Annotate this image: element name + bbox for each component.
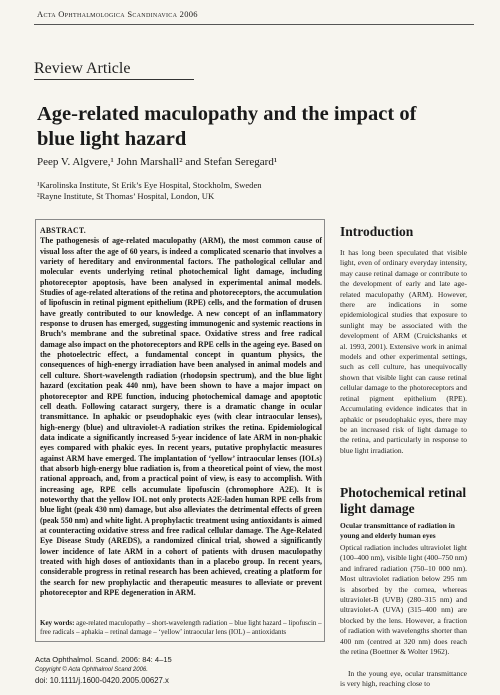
photochemical-text: Optical radiation includes ultraviolet light (100–400 nm), visible light (400–750 nm) and infrared radiation (750–10 000 nm). Most ultraviolet radiation below 295 nm is absorbed by the cornea, whereas ultraviolet-B (UVB) (280–315 nm) and ultraviolet-A (UVA) (315–400 nm) are blocked by the lens. However, a fraction of radiation with wavelengths shorter than 400 nm (centred at 320 nm) does reach the retina (Boettner & Wolter 1962).	[340, 543, 467, 657]
doi: doi: 10.1111/j.1600-0420.2005.00627.x	[35, 676, 169, 685]
article-title: Age-related maculopathy and the impact of blue light hazard	[37, 103, 417, 150]
article-type: Review Article	[34, 60, 131, 77]
introduction-text: It has long been speculated that visible light, even of ordinary everyday intensity, may cause retinal damage or contribute to the development of early and late age-related maculopathy (ARM). However, there are indications in some epidemiological studies that exposure to sunlight may be associated with the development of ARM (Cruickshanks et al. 1993, 2001). Extensive work in animal models and other experimental settings, such as cell culture, has unequivocally shown that visible light can cause retinal cellular damage to the photoreceptors and retinal pigment epithelium (RPE). Accumulating evidence indicates that in aphakic or pseudophakic eyes, there may be an increased risk of light damage to the retina, and particularly in response to blue light irradiation.	[340, 248, 467, 455]
running-head: Acta Ophthalmologica Scandinavica 2006	[37, 9, 198, 19]
keywords-label: Key words:	[40, 619, 75, 627]
journal-citation: Acta Ophthalmol. Scand. 2006: 84: 4–15	[35, 655, 172, 664]
introduction-heading: Introduction	[340, 224, 414, 239]
article-type-rule	[34, 79, 194, 80]
journal-reference	[35, 655, 172, 686]
abstract-text: The pathogenesis of age-related maculopathy (ARM), the most common cause of visual loss after the age of 60 years, is indeed a complicated scenario that involves a variety of hereditary and environmental factors. The pathological cellular and molecular events underlying retinal photochemical light damage, including photoreceptor apoptosis, have been analysed in experimental animal models. Studies of age-related alterations of the retina and photoreceptors, the accumulation of lipofuscin in retinal pigment epithelium (RPE) cells, and the formation of drusen have greatly contributed to our knowledge. A new concept of an inflammatory response to drusen has emerged, suggesting immunogenic and systemic reactions in Bruch’s membrane and the subretinal space. Oxidative stress and free radical damage also impact on the photoreceptors and RPE cells in the ageing eye. Based on the photoelectric effect, a fundamental concept in quantum physics, the consequences of high-energy irradiation have been analysed in animal models and cell culture. Short-wavelength radiation (rhodopsin spectrum), and the blue light hazard (excitation peak 440 nm), have been shown to have a major impact on photoreceptor and RPE function, inducing photochemical damage and apoptotic cell death. Following cataract surgery, there is a dramatic change in ocular transmittance. In aphakic or pseudophakic eyes (with clear intraocular lenses), high-energy (blue) and ultraviolet-A radiation strikes the retina. Epidemiological data indicate a significantly increased 5-year incidence of late ARM in non-phakic eyes compared with phakic eyes. In recent years, putative prophylactic measures against ARM have emerged. The implantation of ‘yellow’ intraocular lenses (IOLs) that absorb high-energy blue radiation is, from a theoretical point of view, the most rational approach, and, from a practical point of view, is easy to accomplish. With increasing age, RPE cells accumulate lipofuscin (chromophore A2E). It is noteworthy that the yellow IOL not only protects A2E-laden human RPE cells from blue light (peak 430 nm) damage, but also alleviates the detrimental effects of green (peak 550 nm) and white light. A prophylactic treatment using antioxidants is aimed at counteracting oxidative stress and free radical cellular damage. The Age-Related Eye Disease Study (AREDS), a randomized clinical trial, showed a significantly lower incidence of late ARM in a cohort of patients with drusen maculopathy treated with high doses of antioxidants than in a placebo group. In recent years, considerable progress in retinal research has been achieved, creating a platform for the search for new prophylactic and therapeutic measures to alleviate or prevent photoreceptor and RPE degeneration in ARM.	[40, 236, 322, 598]
abstract	[40, 226, 322, 598]
keywords	[40, 619, 324, 637]
header-rule	[34, 24, 474, 25]
abstract-label: ABSTRACT.	[40, 226, 86, 235]
author-list: Peep V. Algvere,¹ John Marshall² and Stefan Seregard¹	[37, 156, 278, 168]
photochemical-heading: Photochemical retinal light damage	[340, 485, 467, 516]
affiliation-1: ¹Karolinska Institute, St Erik’s Eye Hospital, Stockholm, Sweden	[37, 180, 262, 190]
copyright: Copyright © Acta Ophthalmol Scand 2006.	[35, 667, 148, 673]
keywords-text: age-related maculopathy – short-wavelength radiation – blue light hazard – lipofuscin – free radicals – aphakia – retinal damage – ‘yellow’ intraocular lens (IOL) – antioxidants	[40, 619, 322, 636]
photochemical-text-2: In the young eye, ocular transmittance is very high, reaching close to	[340, 669, 467, 689]
affiliation-2: ²Rayne Institute, St Thomas’ Hospital, London, UK	[37, 191, 215, 201]
transmittance-subheading: Ocular transmittance of radiation in young and elderly human eyes	[340, 521, 455, 540]
affiliations	[37, 180, 262, 202]
